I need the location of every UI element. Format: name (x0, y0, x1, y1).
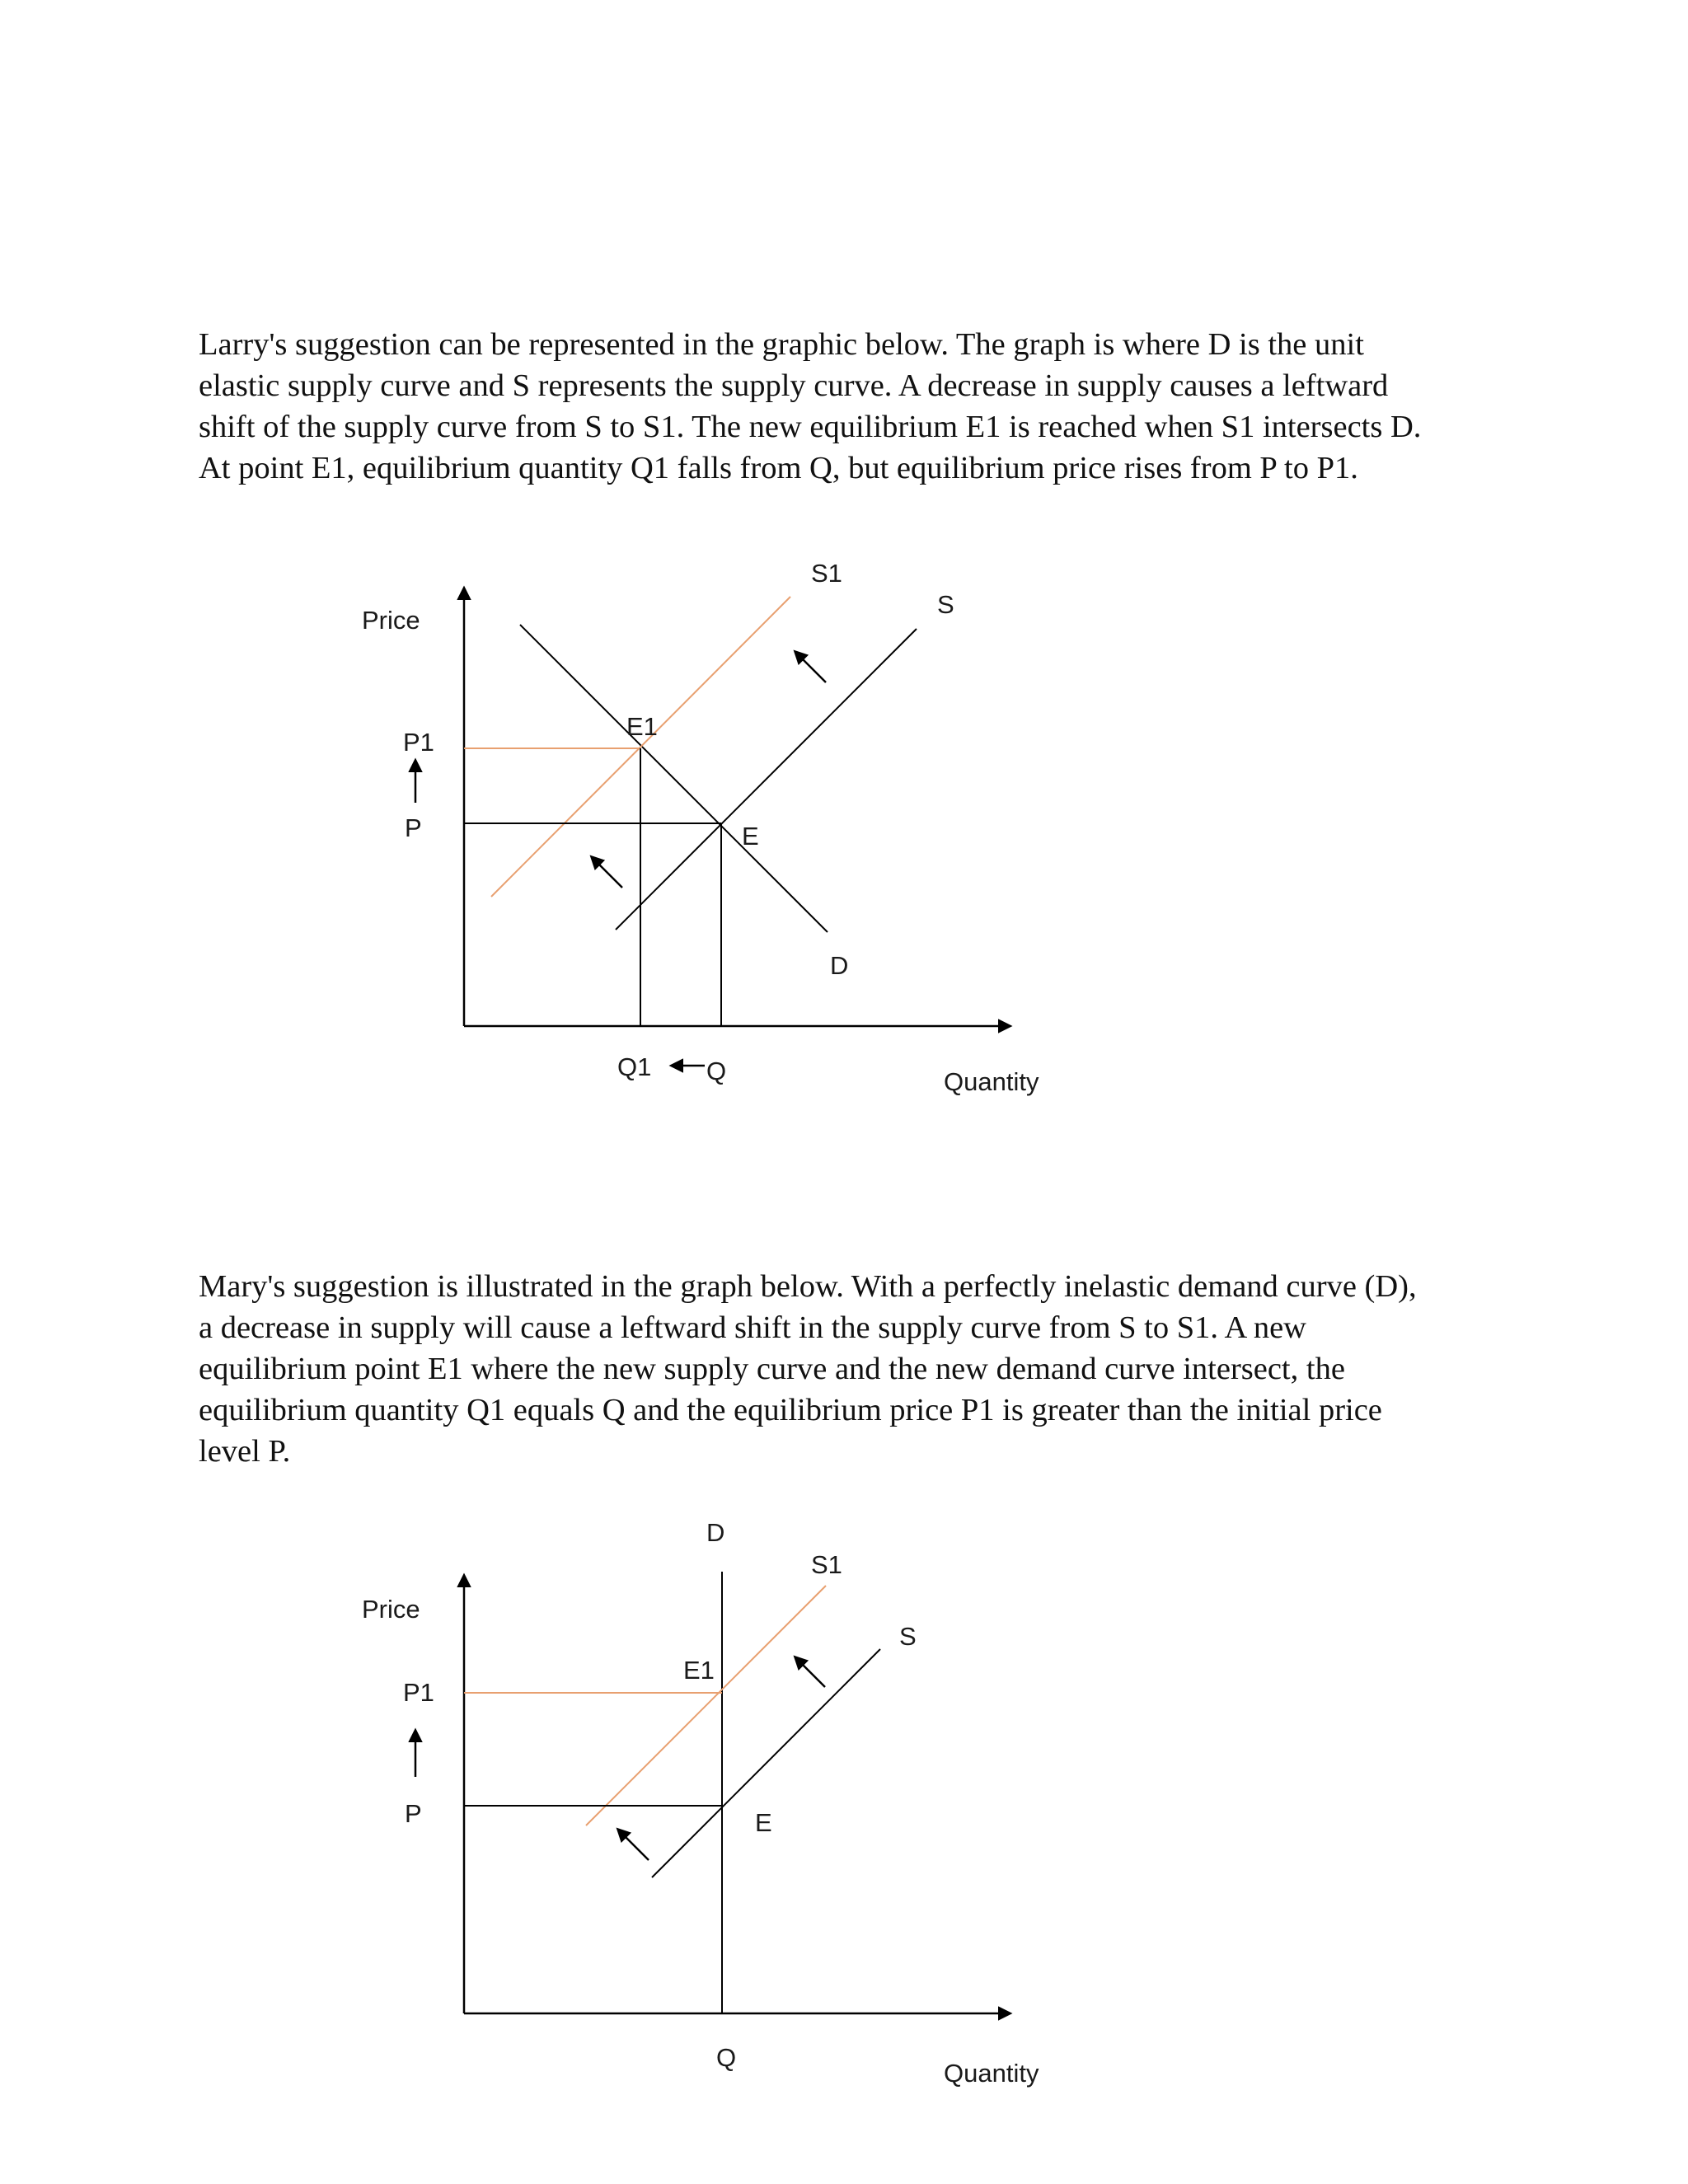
price-p-label: P (405, 1799, 422, 1828)
text-line: shift of the supply curve from S to S1. The new equilibrium E1 is reached when S1 intersects D. (199, 410, 1422, 444)
text-line: level P. (199, 1434, 291, 1469)
price-p-label: P (405, 813, 422, 842)
paragraph-mary (199, 1266, 1550, 1472)
price-p1-label: P1 (403, 1678, 434, 1707)
shift-arrow-icon (795, 652, 826, 682)
y-axis-label: Price (362, 606, 420, 635)
equilibrium-e-label: E (742, 822, 759, 851)
supply-s1-label: S1 (811, 1550, 842, 1579)
text-line: Mary's suggestion is illustrated in the graph below. With a perfectly inelastic demand curve (D), (199, 1269, 1417, 1304)
price-p1-label: P1 (403, 728, 434, 757)
text-line: a decrease in supply will cause a leftward shift in the supply curve from S to S1. A new (199, 1310, 1306, 1345)
x-axis-label: Quantity (944, 2059, 1039, 2088)
supply-s-label: S (937, 590, 954, 619)
shift-arrow-icon (795, 1657, 825, 1687)
graph-perfectly-inelastic (0, 1483, 1688, 2110)
x-axis-label: Quantity (944, 1067, 1039, 1096)
supply-curve (616, 629, 917, 930)
text-line: At point E1, equilibrium quantity Q1 falls from Q, but equilibrium price rises from P to P1. (199, 451, 1358, 485)
demand-label: D (830, 951, 849, 980)
supply-s-label: S (899, 1622, 917, 1651)
supply-s1-label: S1 (811, 559, 842, 588)
equilibrium-e1-label: E1 (683, 1656, 715, 1685)
graph-unit-elastic (0, 527, 1688, 1121)
y-axis-label: Price (362, 1595, 420, 1624)
text-line: elastic supply curve and S represents the supply curve. A decrease in supply causes a leftward (199, 368, 1389, 403)
qty-q-label: Q (706, 1057, 727, 1085)
demand-label: D (706, 1518, 725, 1547)
text-line: Larry's suggestion can be represented in the graphic below. The graph is where D is the unit (199, 327, 1364, 362)
equilibrium-e1-label: E1 (626, 712, 658, 741)
equilibrium-e-label: E (755, 1808, 772, 1837)
qty-q1-label: Q1 (617, 1052, 652, 1081)
shift-arrow-icon (618, 1830, 649, 1860)
shift-arrow-icon (592, 857, 622, 888)
paragraph-larry (199, 324, 1550, 489)
supply-curve-shifted (586, 1586, 826, 1825)
text-line: equilibrium quantity Q1 equals Q and the equilibrium price P1 is greater than the initial price (199, 1393, 1382, 1427)
qty-q-label: Q (716, 2043, 737, 2072)
text-line: equilibrium point E1 where the new supply curve and the new demand curve intersect, the (199, 1352, 1345, 1386)
demand-curve (520, 625, 828, 932)
